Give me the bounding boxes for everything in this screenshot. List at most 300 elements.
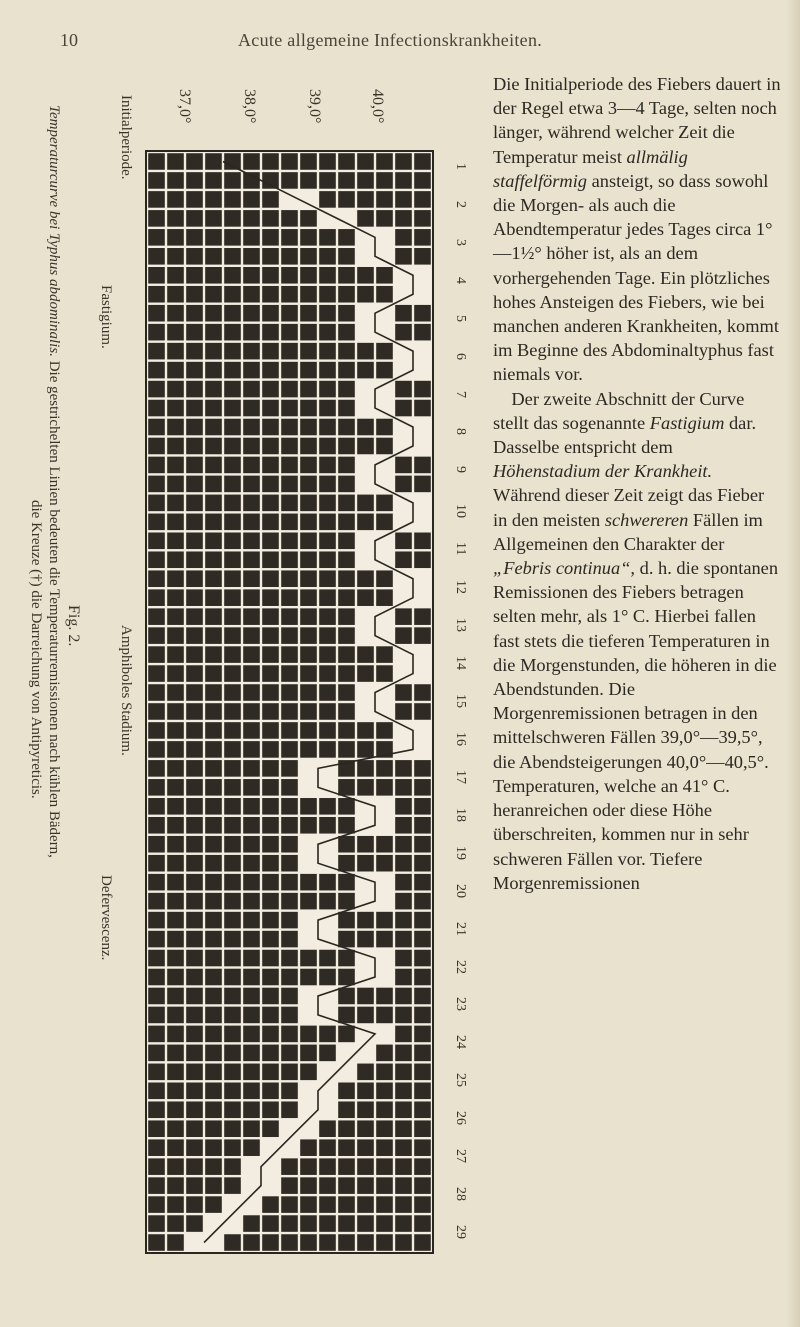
- grid-cell: [376, 855, 393, 872]
- grid-cell: [338, 514, 355, 531]
- grid-cell: [338, 191, 355, 208]
- grid-cell: [357, 931, 374, 948]
- grid-cell: [281, 722, 298, 739]
- grid-cell: [243, 1026, 260, 1043]
- grid-cell: [262, 912, 279, 929]
- paragraph-text: ansteigt, so dass sowohl die Morgen- als auch die Abendtemperatur jedes Tages circa 1°—1½° höher ist, als an dem vorhergehenden Tage. Ein plötzliches hohes Ansteigen des Fiebers, wie bei manchen anderen Krankheiten, kommt im Beginne des Abdominaltyphus fast niemals vor.: [493, 170, 779, 385]
- grid-cell: [395, 1045, 412, 1062]
- grid-cell: [357, 589, 374, 606]
- grid-cell: [148, 438, 165, 455]
- grid-cell: [395, 988, 412, 1005]
- grid-cell: [414, 703, 431, 720]
- grid-cell: [167, 1045, 184, 1062]
- grid-cell: [319, 589, 336, 606]
- grid-cell: [300, 305, 317, 322]
- grid-cell: [281, 1196, 298, 1213]
- grid-cell: [414, 627, 431, 644]
- grid-cell: [414, 722, 431, 739]
- grid-cell: [414, 248, 431, 265]
- grid-cell: [186, 324, 203, 341]
- grid-cell: [186, 589, 203, 606]
- grid-cell: [186, 533, 203, 550]
- grid-cell: [357, 1177, 374, 1194]
- grid-cell: [243, 703, 260, 720]
- grid-cell: [338, 1101, 355, 1118]
- grid-cell: [224, 817, 241, 834]
- grid-cell: [319, 893, 336, 910]
- grid-cell: [395, 191, 412, 208]
- grid-cell: [243, 1196, 260, 1213]
- grid-cell: [224, 1196, 241, 1213]
- grid-cell: [243, 779, 260, 796]
- grid-cell: [319, 1158, 336, 1175]
- grid-cell: [395, 210, 412, 227]
- grid-cell: [319, 495, 336, 512]
- grid-cell: [414, 684, 431, 701]
- grid-cell: [167, 646, 184, 663]
- grid-cell: [338, 741, 355, 758]
- grid-cell: [395, 969, 412, 986]
- grid-cell: [148, 343, 165, 360]
- grid-cell: [300, 836, 317, 853]
- grid-cell: [148, 836, 165, 853]
- grid-cell: [414, 1101, 431, 1118]
- grid-cell: [281, 457, 298, 474]
- emphasis-text: schwereren: [604, 509, 689, 530]
- grid-cell: [167, 362, 184, 379]
- grid-cell: [357, 457, 374, 474]
- fever-curve-figure: [28, 85, 480, 1285]
- grid-cell: [376, 362, 393, 379]
- grid-cell: [395, 267, 412, 284]
- paragraph-text: d. h. die spontanen Remissionen des Fiebers betragen selten mehr, als 1° C. Hierbei fallen fast stets die tieferen Temperaturen in die Morgenstunden, die höheren in die Abendstunden. Die Morgenremissionen betragen in den mittelschweren Fällen 39,0°—39,5°, die Abendsteigerungen 40,0°—40,5°. Temperaturen, welche an 41° C. heranreichen oder diese Höhe überschreiten, kommen nur in sehr schweren Fällen vor. Tiefere Morgenremissionen: [493, 558, 779, 893]
- grid-cell: [262, 570, 279, 587]
- grid-cell: [376, 438, 393, 455]
- day-tick-label: 13: [453, 618, 468, 633]
- grid-cell: [281, 1158, 298, 1175]
- grid-cell: [281, 191, 298, 208]
- grid-cell: [376, 817, 393, 834]
- grid-cell: [338, 551, 355, 568]
- day-tick-label: 6: [453, 352, 468, 360]
- grid-cell: [262, 1120, 279, 1137]
- grid-cell: [243, 1101, 260, 1118]
- grid-cell: [357, 551, 374, 568]
- grid-cell: [205, 1215, 222, 1232]
- grid-cell: [262, 798, 279, 815]
- grid-cell: [338, 1196, 355, 1213]
- grid-cell: [338, 381, 355, 398]
- grid-cell: [300, 1139, 317, 1156]
- grid-cell: [224, 1101, 241, 1118]
- grid-cell: [186, 1158, 203, 1175]
- grid-cell: [281, 172, 298, 189]
- temperature-tick-label: 40,0°: [369, 89, 386, 124]
- grid-cell: [376, 646, 393, 663]
- grid-cell: [205, 646, 222, 663]
- grid-cell: [376, 1215, 393, 1232]
- grid-cell: [148, 1101, 165, 1118]
- grid-cell: [281, 1101, 298, 1118]
- grid-cell: [167, 419, 184, 436]
- grid-cell: [205, 1234, 222, 1251]
- grid-cell: [243, 343, 260, 360]
- grid-cell: [376, 1101, 393, 1118]
- grid-cell: [300, 589, 317, 606]
- grid-cell: [167, 1234, 184, 1251]
- grid-cell: [300, 286, 317, 303]
- grid-cell: [338, 874, 355, 891]
- grid-cell: [395, 1026, 412, 1043]
- temperature-chart-grid: [145, 150, 434, 1254]
- grid-cell: [243, 324, 260, 341]
- grid-cell: [395, 1007, 412, 1024]
- grid-cell: [224, 229, 241, 246]
- grid-cell: [357, 779, 374, 796]
- grid-cell: [167, 305, 184, 322]
- grid-cell: [300, 608, 317, 625]
- grid-cell: [376, 570, 393, 587]
- grid-cell: [186, 836, 203, 853]
- grid-cell: [357, 381, 374, 398]
- grid-cell: [338, 836, 355, 853]
- grid-cell: [224, 912, 241, 929]
- grid-cell: [224, 969, 241, 986]
- grid-cell: [376, 703, 393, 720]
- grid-cell: [167, 495, 184, 512]
- grid-cell: [376, 988, 393, 1005]
- grid-cell: [186, 950, 203, 967]
- grid-cell: [281, 495, 298, 512]
- caption-text: Die gestrichelten Linien bedeuten die Temperaturremissionen nach kühlen Bädern,: [46, 360, 62, 858]
- grid-cell: [357, 1045, 374, 1062]
- running-title: Acute allgemeine Infectionskrankheiten.: [238, 30, 543, 50]
- grid-cell: [338, 779, 355, 796]
- grid-cell: [205, 893, 222, 910]
- grid-cell: [262, 248, 279, 265]
- grid-cell: [243, 817, 260, 834]
- grid-cell: [414, 855, 431, 872]
- grid-cell: [186, 305, 203, 322]
- grid-cell: [281, 570, 298, 587]
- grid-cell: [148, 400, 165, 417]
- grid-cell: [357, 627, 374, 644]
- grid-cell: [148, 627, 165, 644]
- grid-cell: [357, 476, 374, 493]
- grid-cell: [376, 286, 393, 303]
- grid-cell: [262, 305, 279, 322]
- grid-cell: [357, 248, 374, 265]
- grid-cell: [376, 931, 393, 948]
- grid-cell: [148, 1196, 165, 1213]
- grid-cell: [357, 1007, 374, 1024]
- grid-cell: [414, 438, 431, 455]
- grid-cell: [414, 229, 431, 246]
- grid-cell: [338, 665, 355, 682]
- grid-cell: [224, 703, 241, 720]
- grid-cell: [319, 1064, 336, 1081]
- grid-cell: [357, 400, 374, 417]
- grid-cell: [243, 646, 260, 663]
- grid-cell: [338, 495, 355, 512]
- grid-cell: [300, 570, 317, 587]
- grid-cell: [224, 684, 241, 701]
- grid-cell: [186, 570, 203, 587]
- grid-cell: [395, 324, 412, 341]
- grid-cell: [243, 665, 260, 682]
- grid-cell: [338, 324, 355, 341]
- grid-cell: [281, 760, 298, 777]
- grid-cell: [243, 533, 260, 550]
- grid-cell: [376, 551, 393, 568]
- grid-cell: [186, 476, 203, 493]
- grid-cell: [376, 419, 393, 436]
- grid-cell: [376, 267, 393, 284]
- emphasis-text: Höhenstadium der Krankheit.: [493, 461, 713, 482]
- grid-cell: [148, 1064, 165, 1081]
- grid-cell: [338, 343, 355, 360]
- grid-cell: [186, 1064, 203, 1081]
- grid-cell: [376, 893, 393, 910]
- grid-cell: [414, 1083, 431, 1100]
- grid-cell: [338, 1177, 355, 1194]
- grid-cell: [148, 191, 165, 208]
- day-tick-label: 23: [453, 997, 468, 1012]
- grid-cell: [414, 172, 431, 189]
- grid-cell: [167, 438, 184, 455]
- grid-cell: [319, 684, 336, 701]
- grid-cell: [224, 570, 241, 587]
- grid-cell: [186, 1196, 203, 1213]
- grid-cell: [338, 608, 355, 625]
- grid-cell: [262, 779, 279, 796]
- grid-cell: [243, 362, 260, 379]
- grid-cell: [205, 457, 222, 474]
- grid-cell: [262, 589, 279, 606]
- grid-cell: [262, 741, 279, 758]
- grid-cell: [414, 153, 431, 170]
- grid-cell: [395, 362, 412, 379]
- grid-cell: [414, 836, 431, 853]
- grid-cell: [395, 551, 412, 568]
- grid-cell: [376, 153, 393, 170]
- grid-cell: [224, 248, 241, 265]
- grid-cell: [281, 855, 298, 872]
- grid-cell: [395, 381, 412, 398]
- temperature-curve: [204, 161, 413, 1242]
- grid-cell: [148, 286, 165, 303]
- grid-cell: [357, 191, 374, 208]
- grid-cell: [186, 874, 203, 891]
- grid-cell: [205, 779, 222, 796]
- grid-cell: [414, 495, 431, 512]
- grid-cell: [300, 779, 317, 796]
- grid-cell: [338, 172, 355, 189]
- grid-cell: [262, 646, 279, 663]
- grid-cell: [319, 381, 336, 398]
- body-text: [493, 72, 783, 895]
- grid-cell: [167, 210, 184, 227]
- grid-cell: [300, 988, 317, 1005]
- grid-cell: [205, 684, 222, 701]
- grid-cell: [205, 495, 222, 512]
- grid-cell: [205, 950, 222, 967]
- grid-cell: [167, 153, 184, 170]
- grid-cell: [186, 1026, 203, 1043]
- grid-cell: [243, 988, 260, 1005]
- grid-cell: [186, 495, 203, 512]
- grid-cell: [205, 874, 222, 891]
- grid-cell: [376, 457, 393, 474]
- grid-cell: [357, 836, 374, 853]
- grid-cell: [395, 703, 412, 720]
- grid-cell: [300, 665, 317, 682]
- grid-cell: [357, 343, 374, 360]
- grid-cell: [205, 1196, 222, 1213]
- grid-cell: [224, 533, 241, 550]
- grid-cell: [167, 931, 184, 948]
- grid-cell: [338, 627, 355, 644]
- grid-cell: [281, 419, 298, 436]
- grid-cell: [148, 153, 165, 170]
- grid-cell: [281, 1177, 298, 1194]
- grid-cell: [395, 514, 412, 531]
- grid-cell: [319, 191, 336, 208]
- grid-cell: [395, 1064, 412, 1081]
- grid-cell: [224, 665, 241, 682]
- grid-cell: [357, 855, 374, 872]
- grid-cell: [319, 741, 336, 758]
- grid-cell: [395, 1215, 412, 1232]
- grid-cell: [281, 665, 298, 682]
- grid-cell: [205, 608, 222, 625]
- grid-cell: [243, 931, 260, 948]
- grid-cell: [262, 172, 279, 189]
- grid-cell: [414, 760, 431, 777]
- grid-cell: [167, 476, 184, 493]
- grid-cell: [224, 1026, 241, 1043]
- grid-cell: [414, 1234, 431, 1251]
- grid-cell: [338, 438, 355, 455]
- grid-cell: [148, 855, 165, 872]
- page-edge-shadow: [786, 0, 800, 1327]
- grid-cell: [395, 1120, 412, 1137]
- grid-cell: [300, 931, 317, 948]
- grid-cell: [205, 1045, 222, 1062]
- grid-cell: [243, 514, 260, 531]
- grid-cell: [376, 779, 393, 796]
- grid-cell: [281, 874, 298, 891]
- grid-cell: [224, 608, 241, 625]
- grid-cell: [281, 627, 298, 644]
- grid-cell: [186, 551, 203, 568]
- grid-cell: [414, 457, 431, 474]
- grid-cell: [186, 627, 203, 644]
- grid-cell: [167, 286, 184, 303]
- grid-cell: [281, 381, 298, 398]
- grid-cell: [319, 969, 336, 986]
- grid-cell: [395, 286, 412, 303]
- grid-cell: [395, 457, 412, 474]
- grid-cell: [281, 988, 298, 1005]
- day-tick-label: 8: [453, 428, 468, 436]
- grid-cell: [357, 419, 374, 436]
- grid-cell: [357, 1120, 374, 1137]
- grid-cell: [395, 646, 412, 663]
- grid-cell: [167, 760, 184, 777]
- grid-cell: [167, 1120, 184, 1137]
- grid-cell: [338, 476, 355, 493]
- grid-cell: [186, 191, 203, 208]
- grid-cell: [281, 1007, 298, 1024]
- grid-cell: [148, 533, 165, 550]
- grid-cell: [357, 760, 374, 777]
- grid-cell: [338, 931, 355, 948]
- grid-cell: [281, 836, 298, 853]
- grid-cell: [148, 1120, 165, 1137]
- grid-cell: [243, 969, 260, 986]
- grid-cell: [300, 684, 317, 701]
- grid-cell: [224, 798, 241, 815]
- grid-cell: [205, 1064, 222, 1081]
- grid-cell: [338, 912, 355, 929]
- grid-cell: [319, 172, 336, 189]
- grid-cell: [414, 1215, 431, 1232]
- grid-cell: [414, 779, 431, 796]
- grid-cell: [319, 627, 336, 644]
- grid-cell: [205, 1083, 222, 1100]
- figure-caption-line1: [45, 105, 62, 858]
- grid-cell: [357, 1196, 374, 1213]
- grid-cell: [281, 703, 298, 720]
- grid-cell: [376, 608, 393, 625]
- grid-cell: [167, 1139, 184, 1156]
- grid-cell: [300, 210, 317, 227]
- grid-cell: [395, 400, 412, 417]
- grid-cell: [414, 741, 431, 758]
- grid-cell: [395, 1139, 412, 1156]
- grid-cell: [224, 286, 241, 303]
- grid-cell: [281, 400, 298, 417]
- grid-cell: [205, 286, 222, 303]
- grid-cell: [376, 1045, 393, 1062]
- grid-cell: [414, 419, 431, 436]
- grid-cell: [148, 798, 165, 815]
- grid-cell: [243, 1064, 260, 1081]
- grid-cell: [167, 1196, 184, 1213]
- grid-cell: [224, 1234, 241, 1251]
- grid-cell: [186, 514, 203, 531]
- grid-cell: [414, 969, 431, 986]
- grid-cell: [262, 419, 279, 436]
- grid-cell: [300, 969, 317, 986]
- grid-cell: [186, 229, 203, 246]
- grid-cell: [357, 362, 374, 379]
- grid-cell: [262, 438, 279, 455]
- grid-cell: [243, 912, 260, 929]
- grid-cell: [376, 684, 393, 701]
- grid-cell: [395, 1177, 412, 1194]
- paragraph-text: Die Initialperiode des Fiebers dauert in der Regel etwa 3—4 Tage, selten noch länger, während welcher Zeit die Temperatur meist: [493, 74, 781, 167]
- grid-cell: [338, 533, 355, 550]
- grid-cell: [205, 1177, 222, 1194]
- grid-cell: [414, 912, 431, 929]
- grid-cell: [148, 988, 165, 1005]
- grid-cell: [243, 229, 260, 246]
- grid-cell: [224, 343, 241, 360]
- grid-cell: [281, 817, 298, 834]
- grid-cell: [357, 1215, 374, 1232]
